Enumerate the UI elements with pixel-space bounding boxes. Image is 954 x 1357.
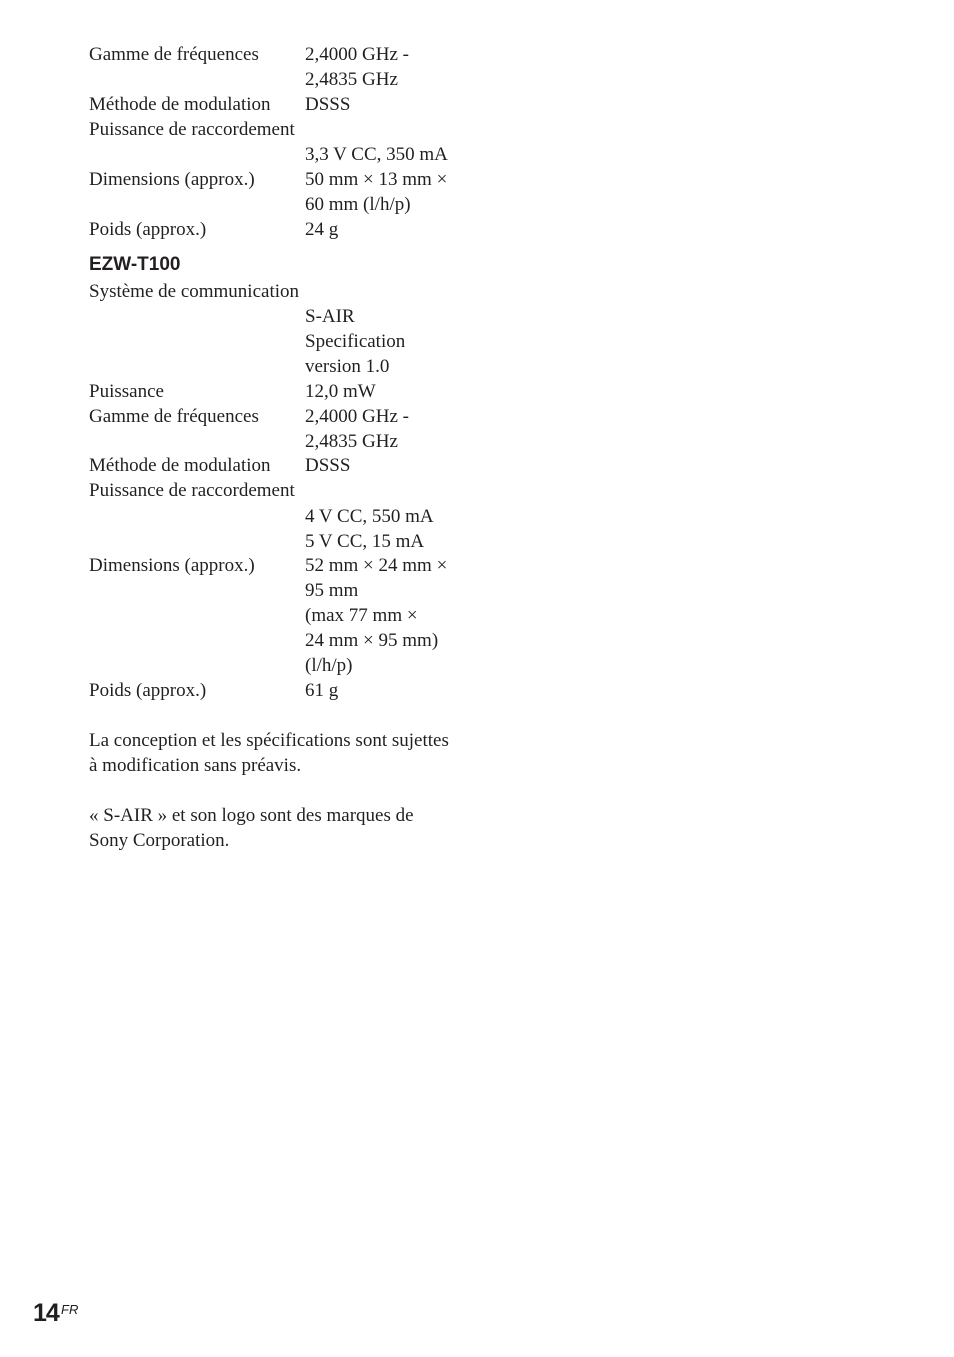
spec-label-output-power: Puissance [89, 381, 164, 402]
spec-value-dimensions-line5: (l/h/p) [305, 655, 353, 676]
spec-value-power-requirements: 3,3 V CC, 350 mA [305, 144, 448, 165]
spec-label-weight: Poids (approx.) [89, 680, 207, 701]
spec-value-dimensions-line2: 60 mm (l/h/p) [305, 194, 411, 215]
spec-value-dimensions-line3: (max 77 mm × [305, 605, 418, 626]
spec-label-frequency-range: Gamme de fréquences [89, 44, 259, 65]
spec-value-frequency-range-line2: 2,4835 GHz [305, 69, 398, 90]
design-notice-line2: à modification sans préavis. [89, 755, 302, 776]
trademark-notice-line2: Sony Corporation. [89, 830, 230, 851]
spec-value-communication-system-line2: Specification [305, 331, 406, 352]
page-number: 14 [33, 1299, 59, 1327]
spec-value-frequency-range-line1: 2,4000 GHz - [305, 406, 409, 427]
spec-label-dimensions: Dimensions (approx.) [89, 555, 255, 576]
spec-label-frequency-range: Gamme de fréquences [89, 406, 259, 427]
spec-value-dimensions-line1: 52 mm × 24 mm × [305, 555, 448, 576]
design-notice-line1: La conception et les spécifications sont sujettes [89, 730, 449, 751]
spec-value-frequency-range-line2: 2,4835 GHz [305, 431, 398, 452]
spec-label-communication-system: Système de communication [89, 281, 300, 302]
spec-value-power-requirements-line1: 4 V CC, 550 mA [305, 506, 434, 527]
page-language-suffix: FR [61, 1302, 79, 1317]
spec-label-power-requirements: Puissance de raccordement [89, 119, 295, 140]
spec-value-frequency-range-line1: 2,4000 GHz - [305, 44, 409, 65]
section-heading-ezw-t100: EZW-T100 [89, 254, 181, 275]
spec-value-communication-system-line1: S-AIR [305, 306, 355, 327]
spec-label-power-requirements: Puissance de raccordement [89, 480, 295, 501]
spec-value-dimensions-line1: 50 mm × 13 mm × [305, 169, 448, 190]
trademark-notice-line1: « S-AIR » et son logo sont des marques de [89, 805, 414, 826]
spec-value-modulation: DSSS [305, 455, 351, 476]
spec-label-modulation: Méthode de modulation [89, 94, 271, 115]
spec-value-dimensions-line4: 24 mm × 95 mm) [305, 630, 439, 651]
spec-label-dimensions: Dimensions (approx.) [89, 169, 255, 190]
spec-value-weight: 61 g [305, 680, 339, 701]
spec-value-power-requirements-line2: 5 V CC, 15 mA [305, 531, 425, 552]
spec-value-weight: 24 g [305, 219, 339, 240]
spec-label-weight: Poids (approx.) [89, 219, 207, 240]
spec-value-communication-system-line3: version 1.0 [305, 356, 390, 377]
spec-label-modulation: Méthode de modulation [89, 455, 271, 476]
spec-value-output-power: 12,0 mW [305, 381, 376, 402]
spec-value-modulation: DSSS [305, 94, 351, 115]
spec-value-dimensions-line2: 95 mm [305, 580, 359, 601]
